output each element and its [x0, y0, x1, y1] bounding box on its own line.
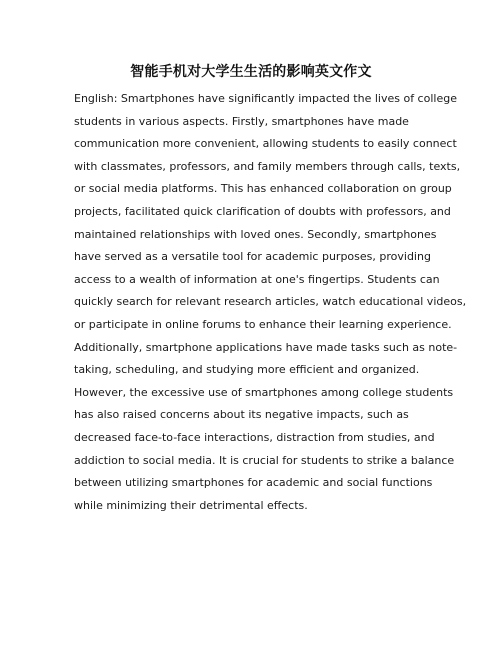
- essay-line: or social media platforms. This has enhanced collaboration on group: [74, 182, 452, 196]
- essay-line: while minimizing their detrimental effects.: [74, 498, 308, 512]
- essay-line: has also raised concerns about its negative impacts, such as: [74, 408, 409, 422]
- essay-line: taking, scheduling, and studying more efficient and organized.: [74, 363, 420, 377]
- essay-body: [74, 88, 467, 517]
- document-title: 智能手机对大学生生活的影响英文作文: [130, 64, 372, 80]
- essay-line: students in various aspects. Firstly, smartphones have made: [74, 114, 409, 128]
- essay-line: maintained relationships with loved ones. Secondly, smartphones: [74, 227, 437, 241]
- essay-line: or participate in online forums to enhance their learning experience.: [74, 317, 452, 331]
- essay-line: projects, facilitated quick clarification of doubts with professors, and: [74, 204, 451, 218]
- essay-line: However, the excessive use of smartphones among college students: [74, 385, 454, 399]
- essay-line: between utilizing smartphones for academic and social functions: [74, 476, 433, 490]
- essay-line: have served as a versatile tool for academic purposes, providing: [74, 250, 431, 264]
- essay-line: communication more convenient, allowing students to easily connect: [74, 137, 457, 151]
- essay-line: with classmates, professors, and family members through calls, texts,: [74, 159, 461, 173]
- essay-line: English: Smartphones have significantly impacted the lives of college: [74, 92, 457, 105]
- essay-line: quickly search for relevant research articles, watch educational videos,: [74, 295, 467, 309]
- essay-line: access to a wealth of information at one's fingertips. Students can: [74, 272, 440, 286]
- essay-line: Additionally, smartphone applications have made tasks such as note-: [74, 340, 458, 354]
- essay-line: decreased face-to-face interactions, distraction from studies, and: [74, 430, 435, 444]
- essay-line: addiction to social media. It is crucial for students to strike a balance: [74, 453, 455, 467]
